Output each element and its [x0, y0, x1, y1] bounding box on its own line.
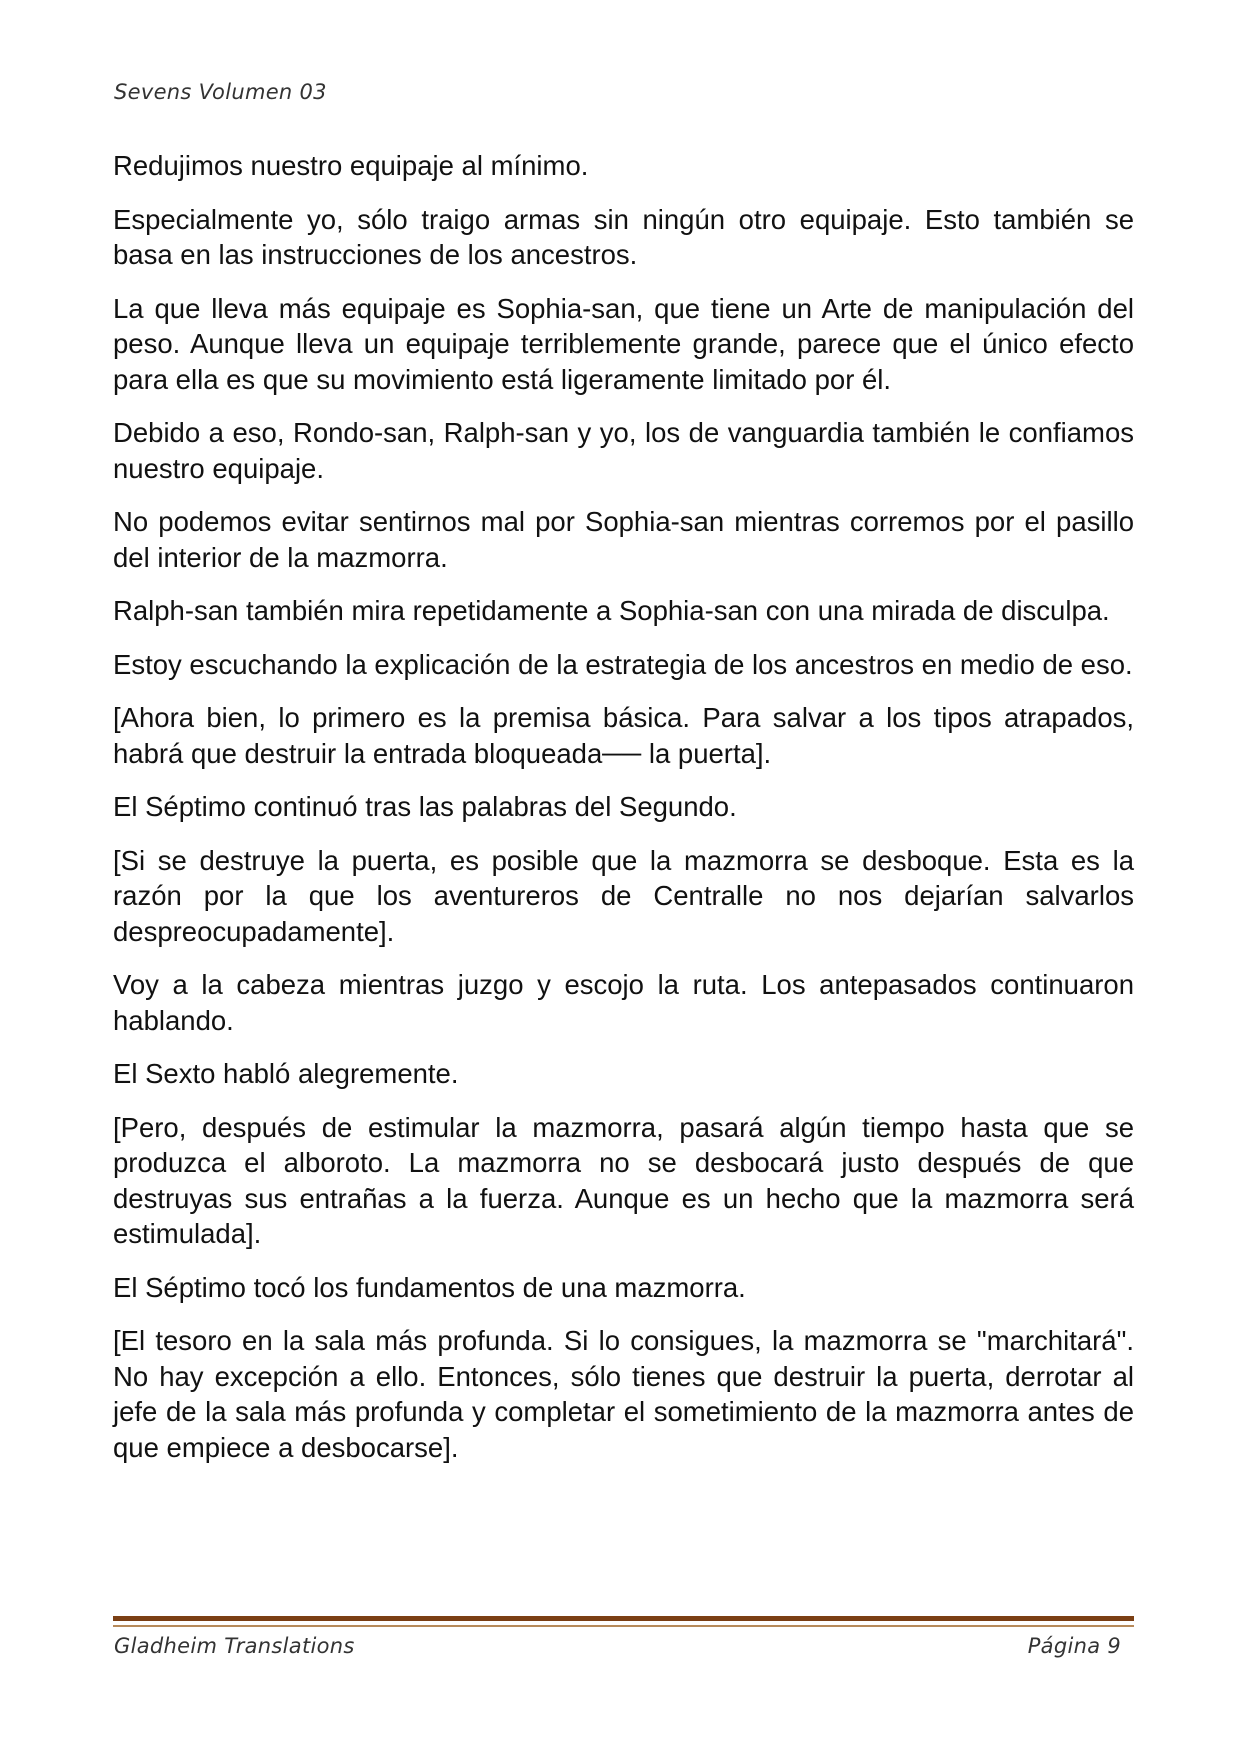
paragraph: Especialmente yo, sólo traigo armas sin ningún otro equipaje. Esto también se basa en las instrucciones de los ancestros. — [113, 203, 1134, 270]
paragraph: Redujimos nuestro equipaje al mínimo. — [113, 150, 589, 181]
paragraph: El Sexto habló alegremente. — [113, 1058, 459, 1089]
paragraph: Voy a la cabeza mientras juzgo y escojo la ruta. Los antepasados continuaron hablando. — [113, 969, 1134, 1036]
paragraph: [El tesoro en la sala más profunda. Si lo consigues, la mazmorra se "marchitará". No hay excepción a ello. Entonces, sólo tienes que destruir la puerta, derrotar al jefe de la sala más profunda y completar el sometimiento de la mazmorra antes de que empiece a desbocarse]. — [113, 1325, 1134, 1463]
footer-divider — [113, 1616, 1134, 1621]
paragraph: Estoy escuchando la explicación de la estrategia de los ancestros en medio de eso. — [113, 648, 1133, 680]
paragraph: Debido a eso, Rondo-san, Ralph-san y yo, los de vanguardia también le confiamos nuestro equipaje. — [113, 417, 1134, 484]
footer-credit: Gladheim Translations — [114, 1634, 355, 1658]
paragraph: El Séptimo tocó los fundamentos de una mazmorra. — [113, 1271, 746, 1303]
paragraph: [Pero, después de estimular la mazmorra, pasará algún tiempo hasta que se produzca el alboroto. La mazmorra no se desbocará justo después de que destruyas sus entrañas a la fuerza. Aunque es un hecho que la mazmorra será estimulada]. — [113, 1111, 1134, 1249]
paragraph: No podemos evitar sentirnos mal por Sophia-san mientras corremos por el pasillo del interior de la mazmorra. — [113, 506, 1134, 573]
paragraph: [Ahora bien, lo primero es la premisa básica. Para salvar a los tipos atrapados, habrá que destruir la entrada bloqueada── la puerta]. — [113, 702, 1134, 769]
body-text — [113, 148, 1134, 1483]
paragraph: [Si se destruye la puerta, es posible que la mazmorra se desboque. Esta es la razón por la que los aventureros de Centralle no nos dejarían salvarlos despreocupadamente]. — [113, 844, 1134, 947]
paragraph: El Séptimo continuó tras las palabras del Segundo. — [113, 791, 737, 822]
page-number: Página 9 — [1027, 1634, 1121, 1658]
running-header: Sevens Volumen 03 — [114, 80, 327, 104]
paragraph: La que lleva más equipaje es Sophia-san, que tiene un Arte de manipulación del peso. Aunque lleva un equipaje terriblemente grande, parece que el único efecto para ella es que su movimiento está ligeramente limitado por él. — [113, 292, 1134, 395]
paragraph: Ralph-san también mira repetidamente a Sophia-san con una mirada de disculpa. — [113, 595, 1110, 626]
